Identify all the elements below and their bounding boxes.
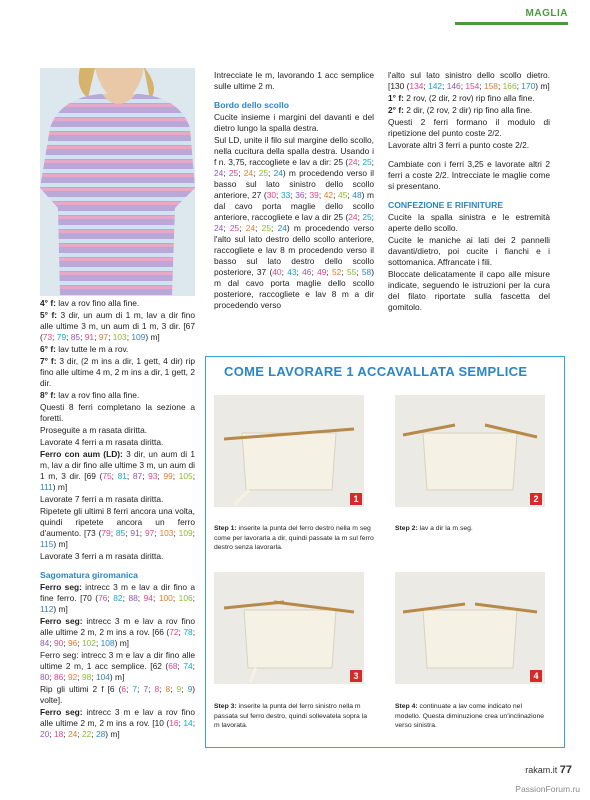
row-4: 4° f: lav a rov fino alla fine. bbox=[40, 298, 140, 308]
page-footer bbox=[525, 764, 572, 776]
paragraph: Bloccate delicatamente il capo alle misure indicate, seguendo le istruzioni per la cura del filato riportate sulla fascetta del gomitolo. bbox=[388, 269, 550, 312]
step-3-number: 3 bbox=[350, 670, 362, 682]
page-number: 77 bbox=[559, 764, 572, 776]
paragraph: Lavorate 7 ferri a m rasata diritta. bbox=[40, 494, 164, 504]
increase-row: Ferro con aum (LD): 3 dir, un aum di 1 m, lav a dir fino alle ultime 3 m, un aum di 1 m, 3 dir. [69 (75; 81; 87; 93; 99; 105; 111) m] bbox=[40, 449, 196, 492]
paragraph: Intrecciate le m, lavorando 1 acc semplice sulle ultime 2 m. bbox=[214, 70, 374, 91]
paragraph: Cambiate con i ferri 3,25 e lavorate altri 2 ferri a coste 2/2. Intrecciate le maglie come si presentano. bbox=[388, 159, 550, 191]
paragraph: Proseguite a m rasata diritta. bbox=[40, 425, 148, 435]
paragraph: Cucite la spalla sinistra e le estremità aperte dello scollo. bbox=[388, 212, 550, 233]
rib-row-2: 2° f: 2 dir, (2 rov, 2 dir) rip fino alla fine. bbox=[388, 105, 533, 115]
row-5: 5° f: 3 dir, un aum di 1 m, lav a dir fino alle ultime 3 m, un aum di 1 m, 3 dir. [67 (73; 79; 85; 91; 97; 103; 109) m] bbox=[40, 310, 195, 342]
heading-armhole: Sagomatura giromanica bbox=[40, 570, 138, 580]
shaping-row: Ferro seg: intrecc 3 m e lav a dir fino alle ultime 2 m, 1 acc semplice. [62 (68; 74; 80; 86; 92; 98; 104) m] bbox=[40, 650, 195, 682]
row-6: 6° f: lav tutte le m a rov. bbox=[40, 344, 129, 354]
paragraph: Lavorate altri 3 ferri a punto coste 2/2. bbox=[388, 140, 530, 150]
step-4-caption: Step 4: continuate a lav come indicato nel modello. Questa diminuzione crea un'inclinazione verso sinistra. bbox=[395, 703, 545, 729]
step-3-caption: Step 3: inserite la punta del ferro sinistro nella m passata sul ferro destro, quindi sollevatela sopra la m lavorata. bbox=[214, 703, 368, 729]
watermark: PassionForum.ru bbox=[515, 784, 580, 794]
step-4-image bbox=[395, 572, 545, 684]
paragraph: Cucite insieme i margini del davanti e del dietro lungo la spalla destra. bbox=[214, 112, 374, 133]
paragraph: Lavorate 4 ferri a m rasata diritta. bbox=[40, 437, 164, 447]
paragraph: Ripetete gli ultimi 8 ferri ancora una volta, quindi ripetete ancora un ferro d'aumento. [73 (79; 85; 91; 97; 103; 109; 115) m] bbox=[40, 506, 195, 549]
right-column bbox=[388, 70, 550, 314]
section-label: MAGLIA bbox=[525, 8, 568, 19]
middle-column bbox=[214, 70, 374, 312]
step-1-number: 1 bbox=[350, 493, 362, 505]
howto-title: COME LAVORARE 1 ACCAVALLATA SEMPLICE bbox=[224, 364, 528, 379]
step-1-caption: Step 1: inserite la punta del ferro destro nella m seg come per lavorarla a dir, quindi passate la m sul ferro destro senza lavorarla. bbox=[214, 525, 374, 551]
paragraph: l'alto sul lato sinistro dello scollo dietro. [130 (134; 142; 146; 154; 158; 166; 170) m] bbox=[388, 70, 550, 91]
step-2-image bbox=[395, 395, 545, 507]
shaping-row: Ferro seg: intrecc 3 m e lav a rov fino alle ultime 2 m, 2 m ins a rov. [10 (16; 14; 20; 18; 24; 22; 28) m] bbox=[40, 707, 196, 739]
shaping-row: Ferro seg: intrecc 3 m e lav a dir fino a fine ferro. [70 (76; 82; 88; 94; 100; 106; 112) m] bbox=[40, 582, 195, 614]
site-name: rakam.it bbox=[525, 765, 558, 775]
shaping-row: Ferro seg: intrecc 3 m e lav a rov fino alle ultime 2 m, 2 m ins a rov. [66 (72; 78; 84; 90; 96; 102; 108) m] bbox=[40, 616, 196, 648]
paragraph: Sul LD, unite il filo sul margine dello scollo, nella cucitura della spalla destra. Usando i f n. 3,75, raccogliete e lav a dir: 25 (24; 25; 24; 25; 24; 25; 24) m procedendo verso il basso sul lato sinistro dello scollo anteriore, 27 (30; 33; 36; 39; 42; 45; 48) m dal cavo porta maglie dello scollo anteriore, raccogliete e lav a dir 25 (24; 25; 24; 25; 24; 25; 24) m procedendo verso l'alto sul lato destro dello scollo anteriore, raccogliete e lav 8 m procedendo verso il basso sul lato destro dello scollo posteriore, 37 (40; 43; 46; 49; 52; 55; 58) m dal cavo porta maglie dello scollo posteriore, raccogliete e lav 8 m a dir procedendo verso bbox=[214, 135, 375, 310]
paragraph: Questi 2 ferri formano il modulo di ripetizione del punto coste 2/2. bbox=[388, 117, 550, 138]
sweater-photo bbox=[40, 68, 195, 296]
step-1-image bbox=[214, 395, 364, 507]
step-2-caption: Step 2: lav a dir la m seg. bbox=[395, 525, 473, 532]
heading-neckband: Bordo dello scollo bbox=[214, 100, 289, 110]
paragraph: Questi 8 ferri completano la sezione a foretti. bbox=[40, 402, 195, 423]
step-4-number: 4 bbox=[530, 670, 542, 682]
paragraph: Cucite le maniche ai lati dei 2 pannelli davanti/dietro, poi cucite i fianchi e i sottomanica. Affrancate i fili. bbox=[388, 235, 550, 267]
heading-finishing: CONFEZIONE E RIFINITURE bbox=[388, 200, 504, 210]
row-7: 7° f: 3 dir, (2 m ins a dir, 1 gett, 4 dir) rip fino alle ultime 4 m, 2 m ins a dir, 1 gett, 2 dir. bbox=[40, 356, 195, 388]
rib-row-1: 1° f: 2 rov, (2 dir, 2 rov) rip fino alla fine. bbox=[388, 93, 535, 103]
row-8: 8° f: lav a rov fino alla fine. bbox=[40, 390, 140, 400]
paragraph: Lavorate 3 ferri a m rasata diritta. bbox=[40, 551, 164, 561]
left-column bbox=[40, 298, 195, 741]
shaping-row: Rip gli ultimi 2 f [6 (6; 7; 7; 8; 8; 9; 9) volte]. bbox=[40, 684, 196, 705]
step-2-number: 2 bbox=[530, 493, 542, 505]
step-3-image bbox=[214, 572, 364, 684]
section-rule bbox=[455, 22, 568, 25]
